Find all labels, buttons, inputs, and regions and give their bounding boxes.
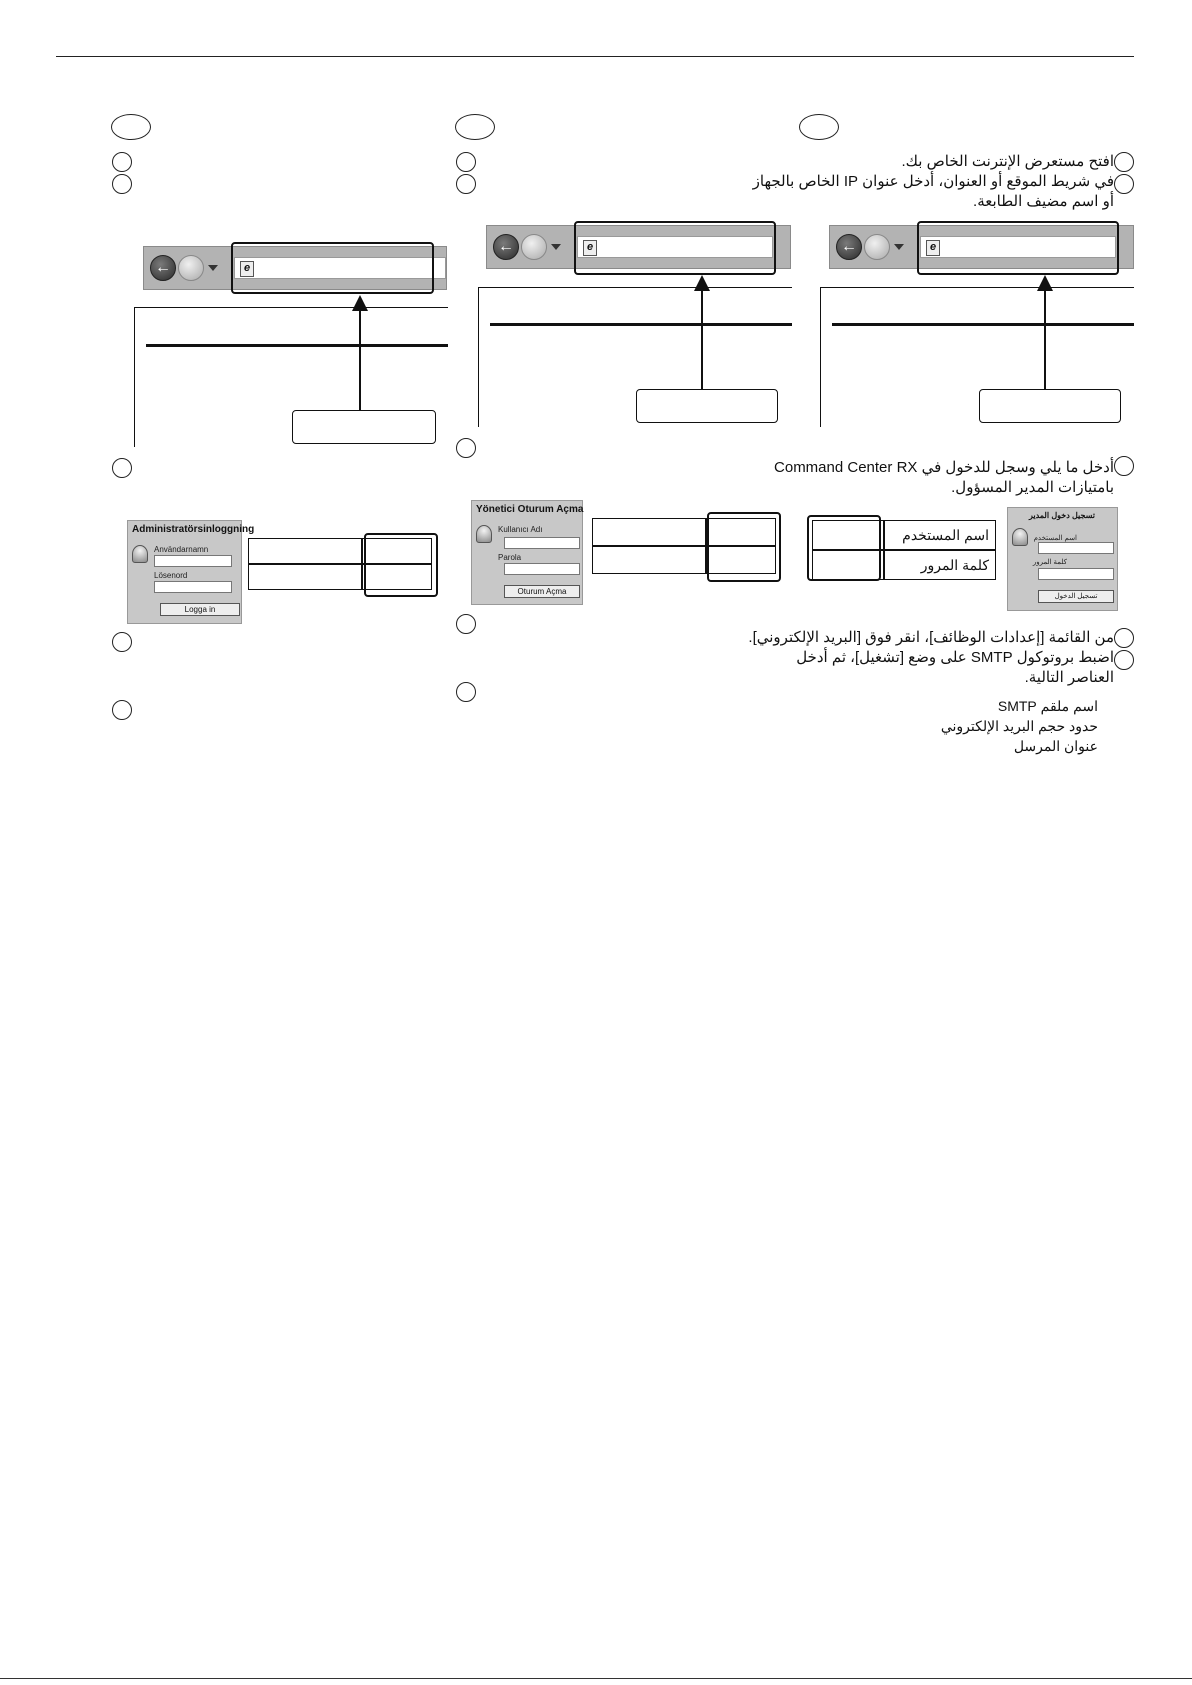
username-label: Kullanıcı Adı: [498, 525, 543, 534]
table-cell: [248, 538, 362, 564]
pointer-arrow: [359, 309, 361, 411]
step3-text-line1: أدخل ما يلي وسجل للدخول في Command Center RX: [774, 459, 1114, 476]
list-item: عنوان المرسل: [1013, 738, 1098, 754]
step-marker-1: [112, 152, 132, 172]
step-marker-4: [456, 614, 476, 634]
user-icon: [476, 525, 492, 543]
step-marker-3: [112, 458, 132, 478]
header-rule: [56, 56, 1134, 57]
step5-text-line1: اضبط بروتوكول SMTP على وضع [تشغيل]، ثم أدخل: [796, 649, 1114, 666]
step1-text: افتح مستعرض الإنترنت الخاص بك.: [901, 153, 1114, 170]
language-badge-col2: [455, 114, 495, 140]
dropdown-arrow-icon[interactable]: [208, 265, 218, 271]
table-cell: [592, 546, 706, 574]
password-label: Lösenord: [154, 571, 188, 580]
password-field[interactable]: [504, 563, 580, 575]
step-marker-2: [112, 174, 132, 194]
step5-text-line2: العناصر التالية.: [1024, 669, 1114, 686]
frame-line: [832, 323, 1134, 326]
login-panel: [127, 520, 255, 624]
step3-text-line2: بامتيازات المدير المسؤول.: [951, 479, 1114, 496]
back-icon[interactable]: ←: [493, 234, 519, 260]
callout-box: [636, 389, 778, 423]
step-marker-5: [456, 682, 476, 702]
dropdown-arrow-icon[interactable]: [894, 244, 904, 250]
step-marker-2: [1114, 174, 1134, 194]
frame-line: [820, 287, 821, 427]
pointer-arrow: [701, 289, 703, 390]
address-bar-highlight: [574, 221, 776, 275]
step-marker-2: [456, 174, 476, 194]
password-field[interactable]: [1038, 568, 1114, 580]
smtp-items-list: [941, 696, 1098, 756]
step-marker-4: [1114, 628, 1134, 648]
frame-line: [820, 287, 1134, 288]
login-title: تسجيل دخول المدير: [1028, 511, 1095, 520]
value-column-highlight: [364, 533, 438, 597]
table-cell: [592, 518, 706, 546]
login-button[interactable]: Oturum Açma: [504, 585, 580, 598]
user-icon: [132, 545, 148, 563]
login-panel: [471, 500, 583, 605]
frame-line: [490, 323, 792, 326]
step-marker-3: [456, 438, 476, 458]
pointer-arrow: [1044, 289, 1046, 390]
table-cell-password-label: كلمة المرور: [884, 550, 996, 580]
step4-text: من القائمة [إعدادات الوظائف]، انقر فوق [البريد الإلكتروني].: [748, 629, 1114, 646]
frame-line: [478, 287, 792, 288]
value-column-highlight: [707, 512, 781, 582]
footer-rule: [0, 1678, 1192, 1679]
user-icon: [1012, 528, 1028, 546]
step-marker-1: [1114, 152, 1134, 172]
callout-box: [979, 389, 1121, 423]
step-marker-4: [112, 632, 132, 652]
login-title: Yönetici Oturum Açma: [476, 504, 584, 515]
table-cell: [248, 564, 362, 590]
login-button[interactable]: تسجيل الدخول: [1038, 590, 1114, 603]
frame-line: [134, 307, 448, 308]
login-button[interactable]: Logga in: [160, 603, 240, 616]
username-label: Användarnamn: [154, 545, 209, 554]
forward-icon[interactable]: [521, 234, 547, 260]
language-badge-col3: [799, 114, 839, 140]
step-marker-3: [1114, 456, 1134, 476]
username-field[interactable]: [504, 537, 580, 549]
step-marker-5: [112, 700, 132, 720]
list-item: حدود حجم البريد الإلكتروني: [940, 718, 1098, 734]
password-field[interactable]: [154, 581, 232, 593]
dropdown-arrow-icon[interactable]: [551, 244, 561, 250]
forward-icon[interactable]: [864, 234, 890, 260]
login-panel: [1007, 507, 1118, 611]
ie-page-icon: e: [926, 240, 940, 256]
back-icon[interactable]: ←: [150, 255, 176, 281]
callout-box: [292, 410, 436, 444]
table-cell-user-label: اسم المستخدم: [884, 520, 996, 550]
forward-icon[interactable]: [178, 255, 204, 281]
list-item: اسم ملقم SMTP: [997, 698, 1098, 714]
language-badge-col1: [111, 114, 151, 140]
step-marker-1: [456, 152, 476, 172]
ie-page-icon: e: [583, 240, 597, 256]
address-bar-highlight: [231, 242, 434, 294]
password-label: Parola: [498, 553, 522, 562]
username-label: اسم المستخدم: [1033, 535, 1077, 542]
username-field[interactable]: [1038, 542, 1114, 554]
frame-line: [146, 344, 448, 347]
step-marker-5: [1114, 650, 1134, 670]
frame-line: [478, 287, 479, 427]
value-column-highlight: [807, 515, 881, 581]
step2-text-line2: أو اسم مضيف الطابعة.: [973, 193, 1114, 210]
step2-text-line1: في شريط الموقع أو العنوان، أدخل عنوان IP الخاص بالجهاز: [752, 173, 1114, 190]
address-bar-highlight: [917, 221, 1119, 275]
back-icon[interactable]: ←: [836, 234, 862, 260]
login-title: Administratörsinloggning: [132, 524, 255, 535]
password-label: كلمة المرور: [1032, 559, 1067, 566]
frame-line: [134, 307, 135, 447]
ie-page-icon: e: [240, 261, 254, 277]
username-field[interactable]: [154, 555, 232, 567]
